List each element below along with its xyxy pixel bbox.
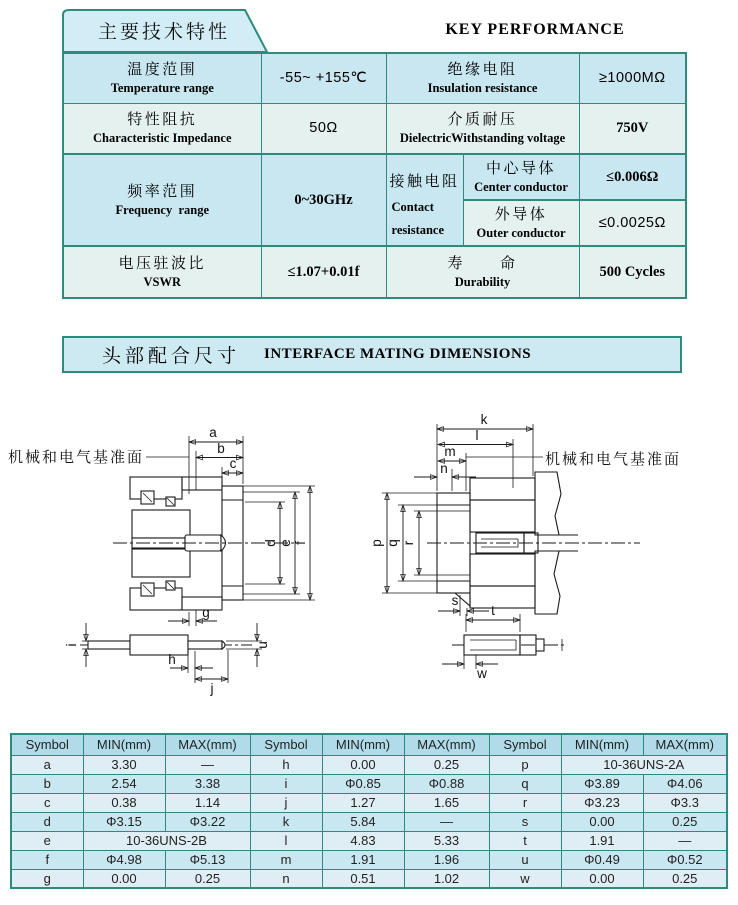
- dim-min: Φ4.98: [83, 850, 165, 869]
- svg-text:r: r: [401, 540, 416, 546]
- dim-symbol: f: [11, 850, 83, 869]
- svg-text:t: t: [491, 603, 495, 618]
- dim-min: 1.91: [322, 850, 404, 869]
- dim-w: [442, 655, 498, 681]
- spec-label-contact-resistance: 接触电阻 Contact resistance: [386, 154, 463, 246]
- table-row: [11, 774, 727, 793]
- table-row: [63, 154, 686, 200]
- dim-h: [168, 651, 213, 683]
- table-row: [11, 850, 727, 869]
- col-header-max: MAX(mm): [165, 734, 250, 755]
- dim-min: Φ0.49: [561, 850, 643, 869]
- section-title-key-performance-zh: 主要技术特性: [97, 22, 230, 43]
- dim-symbol: e: [11, 831, 83, 850]
- banner-title-en: INTERFACE MATING DIMENSIONS: [264, 346, 532, 362]
- dim-max: 1.96: [404, 850, 489, 869]
- spec-value-frequency: 0~30GHz: [261, 154, 386, 246]
- svg-text:i: i: [64, 643, 79, 647]
- spec-label-center-conductor: 中心导体 Center conductor: [463, 154, 579, 200]
- dim-symbol: h: [250, 755, 322, 774]
- dim-symbol: a: [11, 755, 83, 774]
- svg-text:e: e: [278, 539, 293, 547]
- col-header-min: MIN(mm): [561, 734, 643, 755]
- svg-text:g: g: [202, 605, 210, 620]
- dim-symbol: w: [489, 869, 561, 888]
- dim-symbol: g: [11, 869, 83, 888]
- dim-symbol: s: [489, 812, 561, 831]
- mating-dimensions-table: [10, 733, 728, 889]
- left-connector-body: [130, 477, 243, 610]
- dim-t: [466, 603, 520, 632]
- table-row: [63, 103, 686, 154]
- table-header-row: [11, 734, 727, 755]
- dim-thread-spec: 10-36UNS-2A: [561, 755, 727, 774]
- dim-symbol: r: [489, 793, 561, 812]
- col-header-min: MIN(mm): [83, 734, 165, 755]
- dim-symbol: b: [11, 774, 83, 793]
- spec-label-impedance: 特性阻抗 Characteristic Impedance: [63, 103, 261, 154]
- table-row: [11, 812, 727, 831]
- dim-max: 5.33: [404, 831, 489, 850]
- dim-max: —: [643, 831, 727, 850]
- dim-min: Φ3.23: [561, 793, 643, 812]
- dim-a: [189, 425, 243, 442]
- dim-min: 3.30: [83, 755, 165, 774]
- dim-n: [414, 461, 476, 477]
- table-row: [63, 246, 686, 298]
- dim-thread-spec: 10-36UNS-2B: [83, 831, 250, 850]
- dim-max: Φ3.22: [165, 812, 250, 831]
- table-row: [11, 831, 727, 850]
- spec-label-temperature: 温度范围 Temperature range: [63, 53, 261, 103]
- dim-max: —: [404, 812, 489, 831]
- svg-text:f: f: [293, 541, 308, 545]
- spec-label-frequency: 频率范围 Frequency range: [63, 154, 261, 246]
- table-row: [11, 869, 727, 888]
- spec-label-insulation: 绝缘电阻 Insulation resistance: [386, 53, 579, 103]
- dim-max: 1.65: [404, 793, 489, 812]
- svg-text:c: c: [229, 456, 237, 471]
- svg-text:u: u: [255, 641, 270, 649]
- banner-title-zh: 头部配合尺寸: [102, 346, 241, 367]
- dim-symbol: i: [250, 774, 322, 793]
- svg-text:p: p: [369, 539, 384, 547]
- dim-k: [437, 412, 533, 429]
- dim-min: 0.00: [561, 812, 643, 831]
- spec-label-durability: 寿 命 Durability: [386, 246, 579, 298]
- svg-text:m: m: [444, 444, 456, 459]
- svg-text:b: b: [217, 441, 225, 456]
- dim-l: [438, 428, 513, 445]
- dim-min: 5.84: [322, 812, 404, 831]
- dim-min: 0.38: [83, 793, 165, 812]
- dim-min: Φ3.89: [561, 774, 643, 793]
- col-header-symbol: Symbol: [250, 734, 322, 755]
- spec-value-vswr: ≤1.07+0.01f: [261, 246, 386, 298]
- dim-symbol: d: [11, 812, 83, 831]
- spec-label-outer-conductor: 外导体 Outer conductor: [463, 200, 579, 246]
- dim-max: 1.02: [404, 869, 489, 888]
- dim-min: 0.51: [322, 869, 404, 888]
- dim-c: [222, 456, 243, 473]
- dim-max: 0.25: [404, 755, 489, 774]
- left-pin-detail: [64, 623, 270, 696]
- dim-max: 0.25: [643, 812, 727, 831]
- dim-symbol: m: [250, 850, 322, 869]
- spec-value-insulation: ≥1000MΩ: [579, 53, 686, 103]
- svg-text:n: n: [440, 461, 448, 476]
- spec-value-dielectric: 750V: [579, 103, 686, 154]
- dim-m: [438, 444, 466, 461]
- dim-s: [438, 593, 489, 616]
- right-socket-detail: [442, 603, 566, 681]
- dim-symbol: l: [250, 831, 322, 850]
- dim-min: Φ3.15: [83, 812, 165, 831]
- dim-max: 3.38: [165, 774, 250, 793]
- svg-text:k: k: [480, 412, 488, 427]
- svg-text:h: h: [168, 652, 176, 667]
- svg-text:d: d: [263, 539, 278, 547]
- svg-text:j: j: [210, 681, 214, 696]
- dim-min: 2.54: [83, 774, 165, 793]
- dim-max: 0.25: [643, 869, 727, 888]
- dim-max: 0.25: [165, 869, 250, 888]
- spec-value-outer-conductor: ≤0.0025Ω: [579, 200, 686, 246]
- section-title-key-performance-en: KEY PERFORMANCE: [445, 21, 625, 38]
- interface-mating-banner: [62, 336, 682, 373]
- right-reference-plane-label: 机械和电气基准面: [545, 451, 682, 468]
- dim-max: Φ0.88: [404, 774, 489, 793]
- spec-value-impedance: 50Ω: [261, 103, 386, 154]
- dim-symbol: k: [250, 812, 322, 831]
- table-row: [63, 53, 686, 103]
- interface-mating-drawings: [0, 398, 738, 728]
- svg-text:w: w: [477, 666, 487, 681]
- dim-symbol: j: [250, 793, 322, 812]
- table-row: [11, 755, 727, 774]
- left-connector-drawing: [8, 425, 315, 626]
- spec-value-temperature: -55~ +155℃: [261, 53, 386, 103]
- dim-min: 0.00: [322, 755, 404, 774]
- spec-value-center-conductor: ≤0.006Ω: [579, 154, 686, 200]
- dim-min: 0.00: [83, 869, 165, 888]
- spec-label-dielectric: 介质耐压 DielectricWithstanding voltage: [386, 103, 579, 154]
- col-header-symbol: Symbol: [489, 734, 561, 755]
- dim-min: Φ0.85: [322, 774, 404, 793]
- dim-max: Φ3.3: [643, 793, 727, 812]
- svg-text:a: a: [209, 425, 217, 440]
- dim-min: 0.00: [561, 869, 643, 888]
- table-row: [11, 793, 727, 812]
- col-header-min: MIN(mm): [322, 734, 404, 755]
- col-header-symbol: Symbol: [11, 734, 83, 755]
- spec-label-vswr: 电压驻波比 VSWR: [63, 246, 261, 298]
- dim-max: Φ0.52: [643, 850, 727, 869]
- dim-symbol: u: [489, 850, 561, 869]
- dim-g: [168, 605, 217, 626]
- left-reference-plane-label: 机械和电气基准面: [8, 449, 145, 466]
- dim-min: 1.27: [322, 793, 404, 812]
- dim-max: Φ4.06: [643, 774, 727, 793]
- dim-min: 4.83: [322, 831, 404, 850]
- svg-text:q: q: [385, 539, 400, 547]
- svg-text:s: s: [451, 593, 459, 608]
- dim-j: [195, 650, 228, 696]
- col-header-max: MAX(mm): [643, 734, 727, 755]
- dim-symbol: t: [489, 831, 561, 850]
- dim-symbol: n: [250, 869, 322, 888]
- dim-symbol: c: [11, 793, 83, 812]
- dim-symbol: p: [489, 755, 561, 774]
- dim-max: —: [165, 755, 250, 774]
- dim-max: 1.14: [165, 793, 250, 812]
- dim-max: Φ5.13: [165, 850, 250, 869]
- dim-min: 1.91: [561, 831, 643, 850]
- dim-symbol: q: [489, 774, 561, 793]
- right-connector-drawing: [369, 412, 681, 616]
- svg-text:l: l: [475, 428, 479, 443]
- spec-value-durability: 500 Cycles: [579, 246, 686, 298]
- key-performance-table: [62, 52, 687, 299]
- col-header-max: MAX(mm): [404, 734, 489, 755]
